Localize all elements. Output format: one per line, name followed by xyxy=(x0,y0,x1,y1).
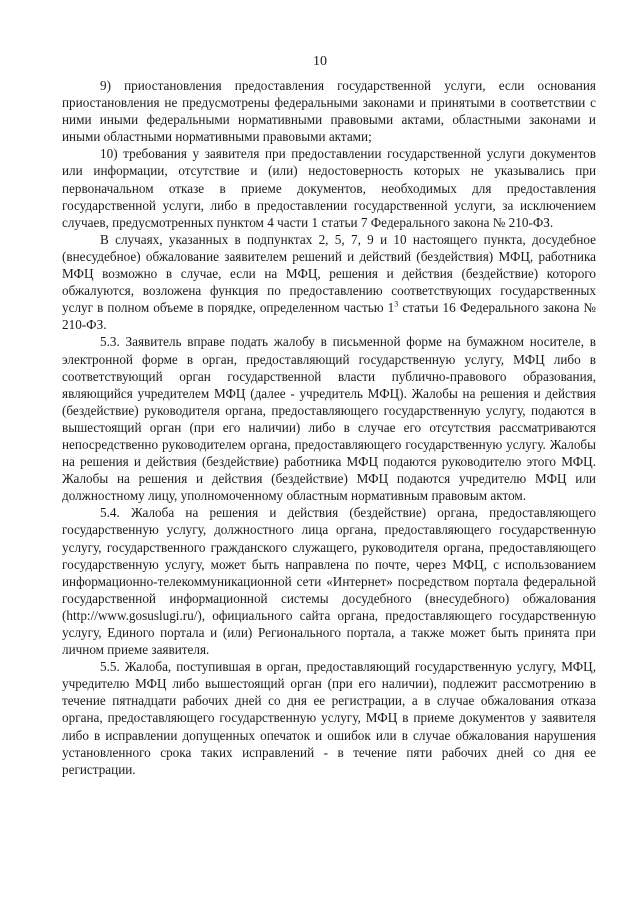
paragraph-exceptions xyxy=(62,231,596,334)
superscript-reference: 3 xyxy=(394,299,399,309)
page-number: 10 xyxy=(313,54,327,69)
paragraph-exceptions-text: В случаях, указанных в подпунктах 2, 5, 7, 9 и 10 настоящего пункта, досудебное (внесудебное) обжалование заявителем решений и действий (бездействия) МФЦ, работника МФЦ возможно в случае, если на МФЦ, решения и действия (бездействие) которого обжалуются, возложена функция по предоставлению соответствующих государственных услуг в полном объеме в порядке, определенном частью 1 xyxy=(62,231,596,316)
paragraph-exceptions-tail: статьи 16 Федерального закона № 210-ФЗ. xyxy=(62,300,597,333)
paragraph-5-3: 5.3. Заявитель вправе подать жалобу в письменной форме на бумажном носителе, в электронной форме в орган, предоставляющий государственную услугу, МФЦ либо в соответствующий орган государственной власти публично-правового образования, являющийся учредителем МФЦ (далее - учредитель МФЦ). Жалобы на решения и действия (бездействие) руководителя органа, предоставляющего государственную услугу, подаются в вышестоящий орган (при его наличии) либо в случае его отсутствия рассматриваются непосредственно руководителем органа, предоставляющего государственную услугу. Жалобы на решения и действия (бездействие) работника МФЦ подаются руководителю этого МФЦ. Жалобы на решения и действия (бездействие) МФЦ подаются учредителю МФЦ или должностному лицу, уполномоченному областным нормативным правовым актом. xyxy=(62,334,596,504)
paragraph-5-4: 5.4. Жалоба на решения и действия (бездействие) органа, предоставляющего государственную услугу, должностного лица органа, предоставляющего государственную услугу, государственного гражданского служащего, руководителя органа, предоставляющего государственную услугу, может быть направлена по почте, через МФЦ, с использованием информационно-телекоммуникационной сети «Интернет» посредством портала федеральной государственной информационной системы досудебного (внесудебного) обжалования (http://www.gosuslugi.ru/), официального сайта органа, предоставляющего государственную услугу, Единого портала и (или) Регионального портала, а также может быть принята при личном приеме заявителя. xyxy=(62,505,596,658)
paragraph-item-9: 9) приостановления предоставления государственной услуги, если основания приостановления не предусмотрены федеральными законами и принятыми в соответствии с ними иными федеральными нормативными правовыми актами, областными законами и иными областными нормативными правовыми актами; xyxy=(62,78,596,145)
paragraph-item-10: 10) требования у заявителя при предоставлении государственной услуги документов или информации, отсутствие и (или) недостоверность которых не указывались при первоначальном отказе в приеме документов, необходимых для предоставления государственной услуги, либо в предоставлении государственной услуги, за исключением случаев, предусмотренных пунктом 4 части 1 статьи 7 Федерального закона № 210-ФЗ. xyxy=(62,146,596,230)
paragraph-5-5: 5.5. Жалоба, поступившая в орган, предоставляющий государственную услугу, МФЦ, учредителю МФЦ либо вышестоящий орган (при его наличии), подлежит рассмотрению в течение пятнадцати рабочих дней со дня ее регистрации, а в случае обжалования отказа органа, предоставляющего государственную услугу, МФЦ в приеме документов у заявителя либо в исправлении допущенных опечаток и ошибок или в случае обжалования нарушения установленного срока таких исправлений - в течение пяти рабочих дней со дня ее регистрации. xyxy=(62,659,596,777)
document-body xyxy=(62,77,596,778)
